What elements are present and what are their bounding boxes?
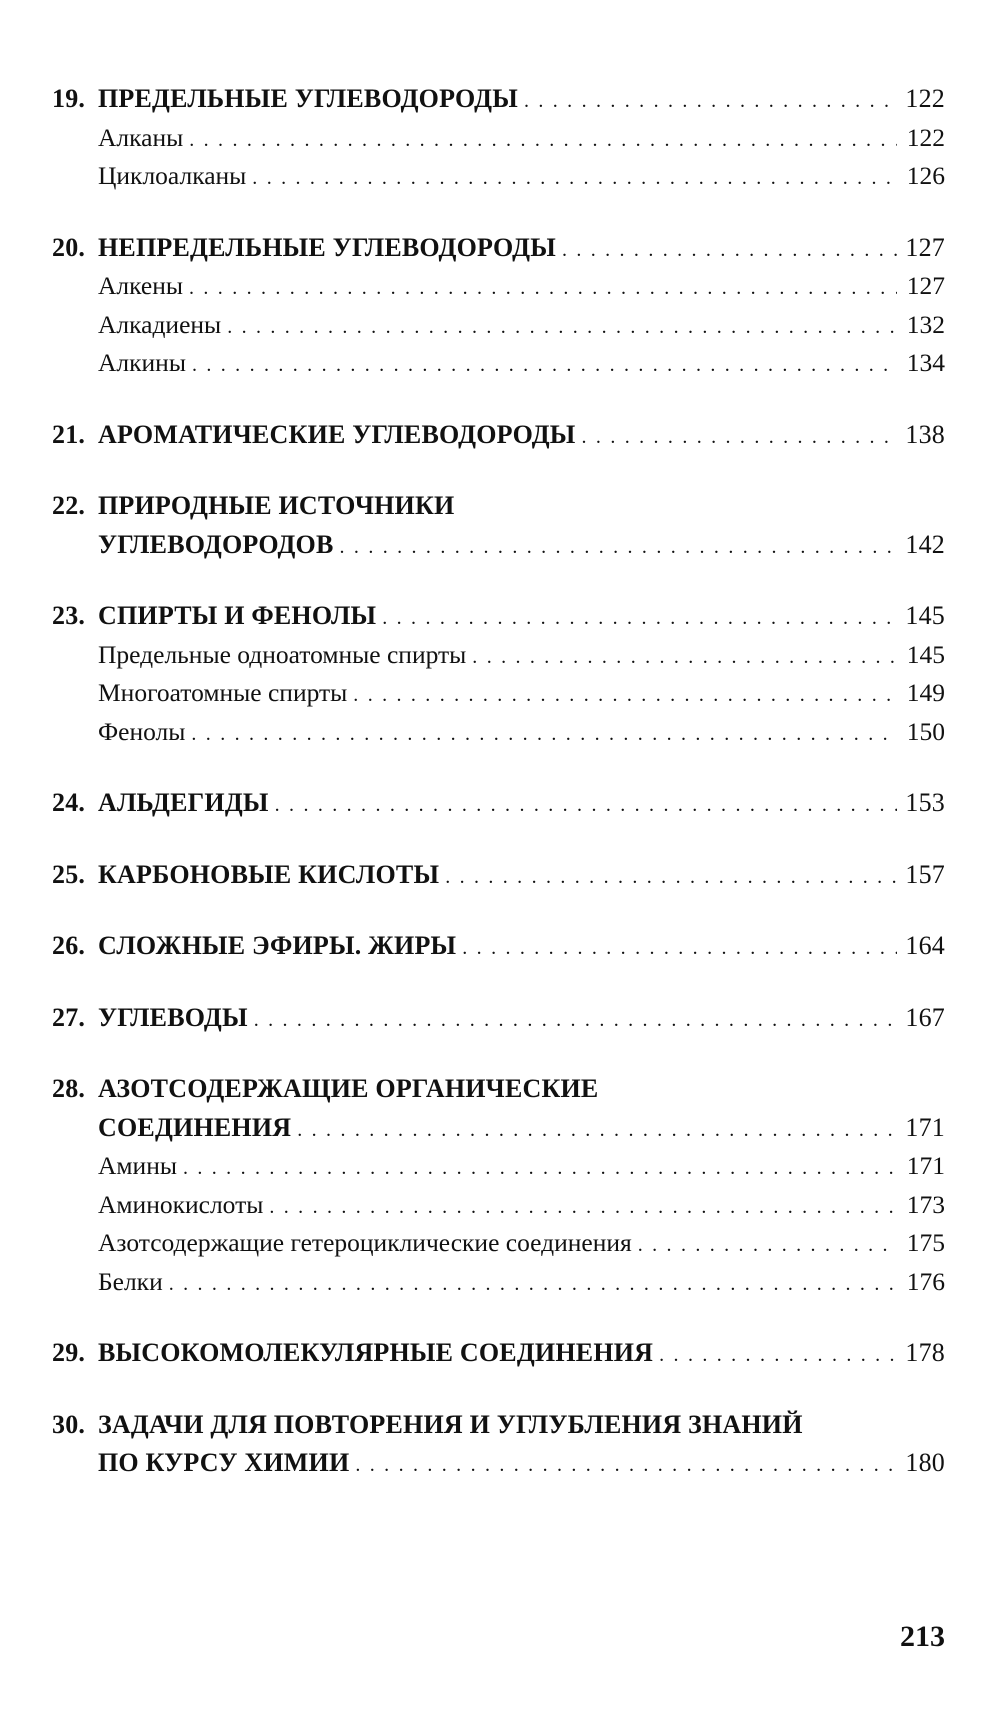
chapter-page: 122 bbox=[905, 84, 945, 113]
dot-leader bbox=[189, 121, 897, 160]
dot-leader bbox=[638, 1226, 897, 1265]
subsection-title: Белки bbox=[98, 1266, 163, 1296]
toc-chapter-row[interactable] bbox=[52, 856, 945, 895]
subsection-title: Многоатомные спирты bbox=[98, 678, 348, 707]
toc-chapter bbox=[52, 784, 945, 823]
toc-subsection-row[interactable] bbox=[52, 1224, 945, 1263]
subsection-title: Фенолы bbox=[98, 716, 186, 746]
toc-chapter bbox=[52, 1334, 945, 1373]
toc-chapter-row[interactable] bbox=[52, 1334, 945, 1373]
subsection-page: 127 bbox=[906, 271, 945, 300]
dot-leader bbox=[183, 1149, 897, 1188]
dot-leader bbox=[562, 231, 897, 270]
chapter-page: 164 bbox=[905, 931, 945, 960]
toc-subsection-row[interactable] bbox=[52, 1186, 945, 1225]
subsection-title: Алкадиены bbox=[98, 309, 222, 339]
dot-leader bbox=[189, 269, 897, 308]
subsection-title: Циклоалканы bbox=[98, 161, 247, 190]
chapter-number: 19. bbox=[52, 84, 86, 113]
subsection-page: 134 bbox=[906, 348, 945, 377]
toc-chapter-row[interactable] bbox=[52, 1406, 945, 1445]
dot-leader bbox=[192, 346, 897, 385]
toc-subsection-row[interactable] bbox=[52, 1263, 945, 1302]
chapter-page: 157 bbox=[905, 859, 945, 889]
dot-leader bbox=[297, 1111, 897, 1150]
dot-leader bbox=[254, 1001, 897, 1040]
chapter-number: 27. bbox=[52, 1002, 86, 1032]
chapter-page: 145 bbox=[905, 601, 945, 630]
toc-subsection-row[interactable] bbox=[52, 1147, 945, 1186]
subsection-page: 132 bbox=[906, 309, 945, 339]
toc-chapter-row[interactable] bbox=[52, 416, 945, 455]
toc-chapter-row[interactable] bbox=[52, 1444, 945, 1483]
page-number: 213 bbox=[900, 1620, 945, 1653]
chapter-number: 26. bbox=[52, 931, 86, 960]
subsection-title: Амины bbox=[98, 1151, 177, 1180]
subsection-page: 173 bbox=[906, 1189, 945, 1219]
dot-leader bbox=[269, 1188, 897, 1227]
chapter-title: УГЛЕВОДОРОДОВ bbox=[98, 529, 334, 559]
chapter-page: 127 bbox=[905, 232, 945, 262]
toc-chapter bbox=[52, 1070, 945, 1301]
subsection-title: Аминокислоты bbox=[98, 1189, 264, 1219]
dot-leader bbox=[445, 858, 897, 897]
chapter-title: НЕПРЕДЕЛЬНЫЕ УГЛЕВОДОРОДЫ bbox=[98, 232, 556, 262]
dot-leader bbox=[462, 929, 897, 968]
dot-leader bbox=[382, 599, 897, 638]
subsection-title: Алкены bbox=[98, 271, 183, 300]
chapter-title: ПРЕДЕЛЬНЫЕ УГЛЕВОДОРОДЫ bbox=[98, 84, 518, 113]
toc-chapter bbox=[52, 487, 945, 564]
chapter-number: 28. bbox=[52, 1074, 86, 1103]
chapter-number: 29. bbox=[52, 1338, 86, 1367]
dot-leader bbox=[252, 159, 897, 198]
chapter-title: ЗАДАЧИ ДЛЯ ПОВТОРЕНИЯ И УГЛУБЛЕНИЯ ЗНАНИЙ bbox=[98, 1409, 803, 1439]
chapter-number: 24. bbox=[52, 788, 86, 817]
toc-chapter-row[interactable] bbox=[52, 1070, 945, 1109]
subsection-page: 175 bbox=[906, 1228, 945, 1257]
subsection-page: 150 bbox=[906, 716, 945, 746]
subsection-page: 171 bbox=[906, 1151, 945, 1180]
toc-chapter bbox=[52, 229, 945, 383]
chapter-page: 178 bbox=[905, 1338, 945, 1367]
toc-subsection-row[interactable] bbox=[52, 267, 945, 306]
chapter-page: 167 bbox=[905, 1002, 945, 1032]
chapter-title: АЛЬДЕГИДЫ bbox=[98, 788, 269, 817]
chapter-number: 22. bbox=[52, 491, 86, 520]
chapter-page: 171 bbox=[905, 1112, 945, 1142]
toc-subsection-row[interactable] bbox=[52, 344, 945, 383]
dot-leader bbox=[340, 528, 897, 567]
chapter-number: 30. bbox=[52, 1409, 86, 1439]
dot-leader bbox=[227, 308, 897, 347]
toc-chapter bbox=[52, 597, 945, 751]
chapter-page: 180 bbox=[905, 1448, 945, 1477]
chapter-title: СЛОЖНЫЕ ЭФИРЫ. ЖИРЫ bbox=[98, 931, 457, 960]
toc-chapter-row[interactable] bbox=[52, 80, 945, 119]
dot-leader bbox=[169, 1265, 897, 1304]
chapter-number: 21. bbox=[52, 419, 86, 449]
toc-chapter-row[interactable] bbox=[52, 999, 945, 1038]
toc-chapter-row[interactable] bbox=[52, 597, 945, 636]
toc-subsection-row[interactable] bbox=[52, 157, 945, 196]
subsection-page: 145 bbox=[906, 639, 945, 669]
toc-chapter-row[interactable] bbox=[52, 784, 945, 823]
dot-leader bbox=[472, 638, 897, 677]
subsection-title: Алканы bbox=[98, 122, 184, 152]
toc-chapter-row[interactable] bbox=[52, 229, 945, 268]
toc-chapter bbox=[52, 80, 945, 196]
chapter-number: 25. bbox=[52, 859, 86, 889]
subsection-title: Алкины bbox=[98, 348, 186, 377]
chapter-number: 20. bbox=[52, 232, 86, 262]
dot-leader bbox=[355, 1446, 897, 1485]
toc-chapter bbox=[52, 1406, 945, 1483]
chapter-title: КАРБОНОВЫЕ КИСЛОТЫ bbox=[98, 859, 440, 889]
toc-chapter bbox=[52, 927, 945, 966]
toc-subsection-row[interactable] bbox=[52, 636, 945, 675]
table-of-contents bbox=[52, 80, 945, 1516]
chapter-page: 142 bbox=[905, 529, 945, 559]
chapter-title: ПО КУРСУ ХИМИИ bbox=[98, 1448, 350, 1477]
chapter-title: АРОМАТИЧЕСКИЕ УГЛЕВОДОРОДЫ bbox=[98, 419, 576, 449]
toc-chapter-row[interactable] bbox=[52, 487, 945, 526]
chapter-title: СОЕДИНЕНИЯ bbox=[98, 1112, 292, 1142]
subsection-title: Азотсодержащие гетероциклические соединения bbox=[98, 1228, 632, 1257]
toc-chapter bbox=[52, 416, 945, 455]
chapter-number: 23. bbox=[52, 601, 86, 630]
toc-chapter bbox=[52, 999, 945, 1038]
toc-subsection-row[interactable] bbox=[52, 119, 945, 158]
chapter-title: УГЛЕВОДЫ bbox=[98, 1002, 248, 1032]
subsection-page: 149 bbox=[906, 678, 945, 707]
dot-leader bbox=[353, 676, 897, 715]
toc-chapter-row[interactable] bbox=[52, 526, 945, 565]
toc-subsection-row[interactable] bbox=[52, 713, 945, 752]
subsection-title: Предельные одноатомные спирты bbox=[98, 639, 467, 669]
chapter-title: СПИРТЫ И ФЕНОЛЫ bbox=[98, 601, 377, 630]
toc-chapter bbox=[52, 856, 945, 895]
subsection-page: 122 bbox=[906, 122, 945, 152]
chapter-title: АЗОТСОДЕРЖАЩИЕ ОРГАНИЧЕСКИЕ bbox=[98, 1074, 599, 1103]
toc-subsection-row[interactable] bbox=[52, 674, 945, 713]
chapter-title: ПРИРОДНЫЕ ИСТОЧНИКИ bbox=[98, 491, 455, 520]
toc-subsection-row[interactable] bbox=[52, 306, 945, 345]
toc-chapter-row[interactable] bbox=[52, 927, 945, 966]
chapter-page: 153 bbox=[905, 788, 945, 817]
dot-leader bbox=[582, 418, 897, 457]
dot-leader bbox=[659, 1336, 897, 1375]
dot-leader bbox=[191, 715, 897, 754]
subsection-page: 176 bbox=[906, 1266, 945, 1296]
toc-chapter-row[interactable] bbox=[52, 1109, 945, 1148]
chapter-title: ВЫСОКОМОЛЕКУЛЯРНЫЕ СОЕДИНЕНИЯ bbox=[98, 1338, 654, 1367]
dot-leader bbox=[524, 82, 897, 121]
subsection-page: 126 bbox=[906, 161, 945, 190]
chapter-page: 138 bbox=[905, 419, 945, 449]
dot-leader bbox=[275, 786, 897, 825]
